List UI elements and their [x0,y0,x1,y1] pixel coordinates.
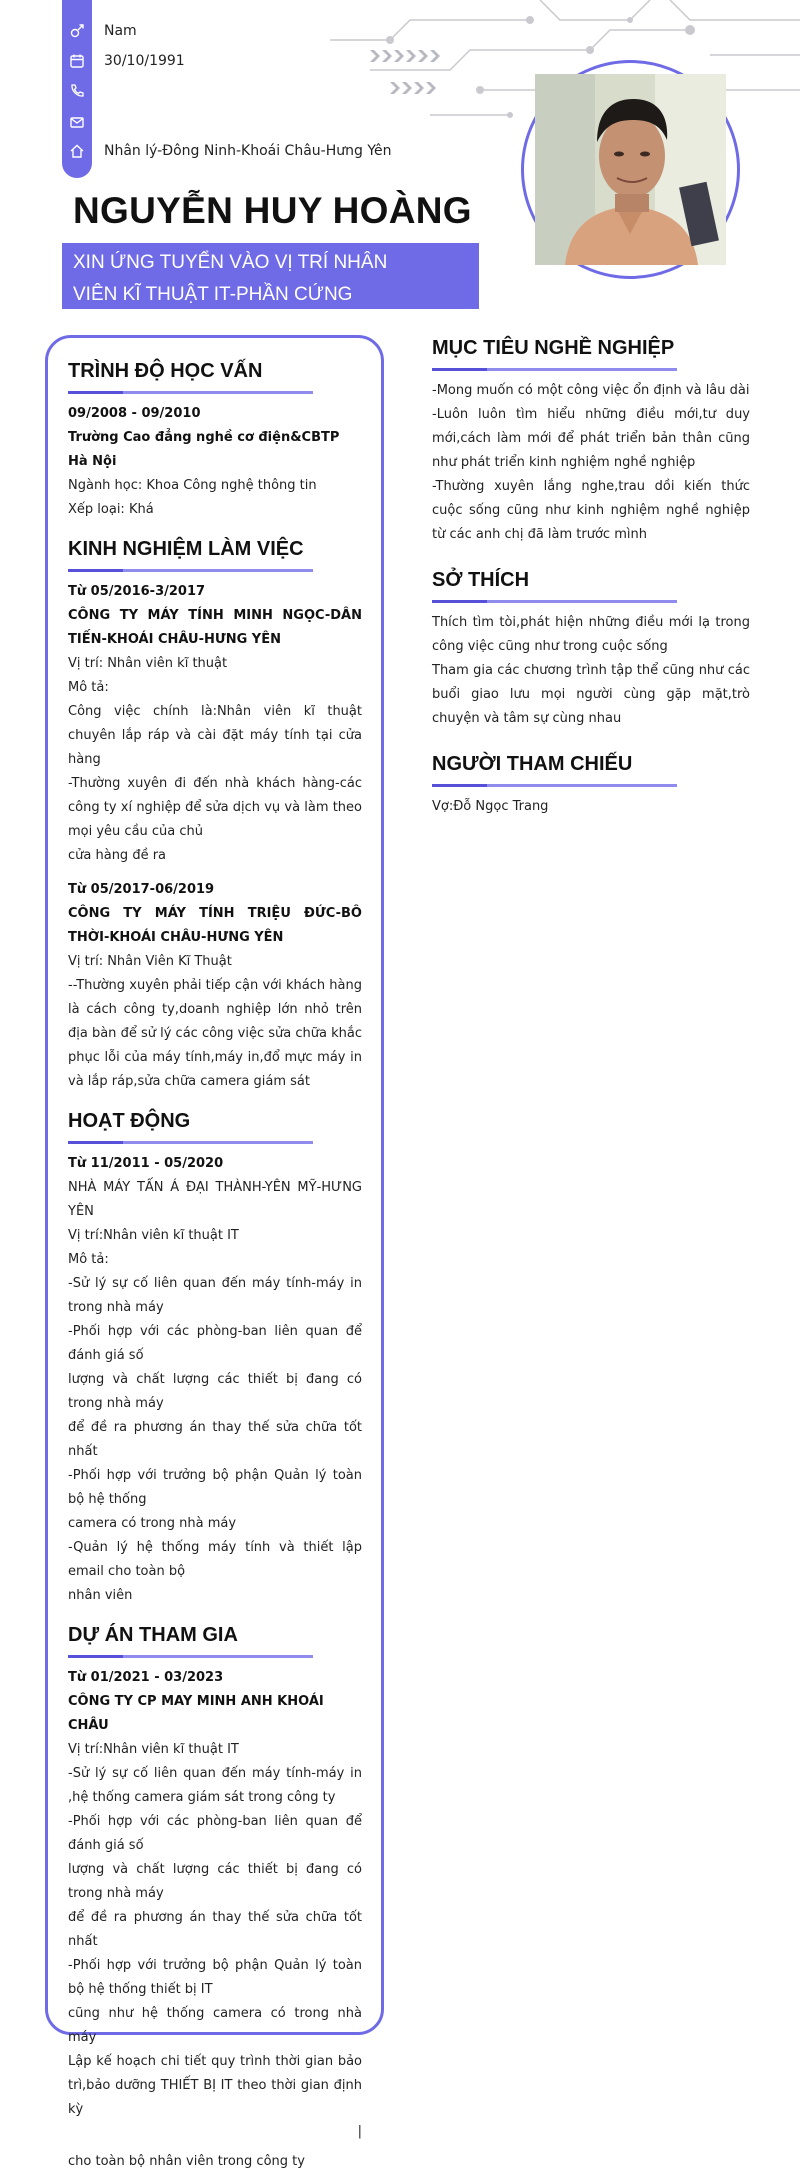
job-company: CÔNG TY MÁY TÍNH MINH NGỌC-DÂN TIẾN-KHOÁI CHÂU-HƯNG YÊN [68,608,362,647]
candidate-name: NGUYỄN HUY HOÀNG [73,190,472,231]
experience-title: KINH NGHIỆM LÀM VIỆC [68,538,304,560]
section-underline [68,569,313,572]
left-column [68,360,362,2182]
activities-title: HOẠT ĐỘNG [68,1110,191,1132]
objective-title: MỤC TIÊU NGHỀ NGHIỆP [432,337,675,359]
project-company: CÔNG TY CP MAY MINH ANH KHOÁI CHÂU [68,1694,324,1733]
right-column [432,337,750,827]
activity-org: NHÀ MÁY TẤN Á ĐẠI THÀNH-YÊN MỸ-HƯNG YÊN [68,1180,362,1219]
section-underline [432,784,677,787]
home-icon [69,143,85,159]
stray-mark: | [357,2124,362,2139]
activity-desc-line: -Sử lý sự cố liên quan đến máy tính-máy in trong nhà máy [68,1276,362,1315]
hobby-line: Tham gia các chương trình tập thể cũng như các buổi giao lưu mọi người cùng gặp mặt,trò chuyện và tâm sự cùng nhau [432,663,750,726]
activity-desc-line: -Phối hợp với các phòng-ban liên quan để đánh giá số [68,1324,362,1363]
birthdate-text: 30/10/1991 [104,53,185,69]
experience-section [68,538,362,1094]
section-underline [68,1655,313,1658]
mail-icon [69,114,85,130]
reference-section [432,753,750,819]
education-grade: Xếp loại: Khá [68,502,154,517]
job-company: CÔNG TY MÁY TÍNH TRIỆU ĐỨC-BÔ THỜI-KHOÁI CHÂU-HƯNG YÊN [68,906,362,945]
gender-text: Nam [104,23,137,39]
project-role: Vị trí:Nhân viên kĩ thuật IT [68,1742,239,1757]
section-underline [432,368,677,371]
projects-section [68,1624,362,2174]
education-period: 09/2008 - 09/2010 [68,406,201,421]
activity-desc-line: lượng và chất lượng các thiết bị đang có trong nhà máy [68,1372,362,1411]
hobbies-title: SỞ THÍCH [432,569,530,591]
hobby-line: Thích tìm tòi,phát hiện những điều mới lạ trong công việc cũng như trong cuộc sống [432,615,750,654]
projects-title: DỰ ÁN THAM GIA [68,1624,238,1646]
job-period: Từ 05/2017-06/2019 [68,882,215,897]
activity-desc-line: nhân viên [68,1588,133,1603]
job-desc-line: --Thường xuyên phải tiếp cận với khách hàng là cách công ty,doanh nghiệp lớn nhỏ trên địa bàn để sử lý các công việc sửa chữa khắc phục lỗi của máy tính,máy in,đổ mực máy in và lắp ráp,sửa chữa camera giám sát [68,978,362,1089]
reference-text: Vợ:Đỗ Ngọc Trang [432,799,549,814]
position-line-2: VIÊN KĨ THUẬT IT-PHẦN CỨNG [73,284,353,305]
activity-role: Vị trí:Nhân viên kĩ thuật IT [68,1228,239,1243]
project-desc-line: -Phối hợp với trưởng bộ phận Quản lý toàn bộ hệ thống thiết bị IT [68,1958,362,1997]
reference-title: NGƯỜI THAM CHIẾU [432,753,633,775]
education-school: Trường Cao đẳng nghề cơ điện&CBTP Hà Nội [68,430,340,469]
education-title: TRÌNH ĐỘ HỌC VẤN [68,360,263,382]
project-period: Từ 01/2021 - 03/2023 [68,1670,224,1685]
avatar [521,60,740,279]
job-desc-label: Mô tả: [68,680,109,695]
job-role: Vị trí: Nhân Viên Kĩ Thuật [68,954,232,969]
objective-line: -Thường xuyên lắng nghe,trau dồi kiến thức cuộc sống cũng như kinh nghiệm nghề nghiệp từ các anh chị đã làm trước mình [432,479,750,542]
gender-icon [69,23,85,39]
activities-section [68,1110,362,1608]
activity-period: Từ 11/2011 - 05/2020 [68,1156,224,1171]
project-desc-line: để đề ra phương án thay thế sửa chữa tốt nhất [68,1910,362,1949]
job-role: Vị trí: Nhân viên kĩ thuật [68,656,228,671]
activity-desc-line: -Quản lý hệ thống máy tính và thiết lập email cho toàn bộ [68,1540,362,1579]
project-desc-line: cũng như hệ thống camera có trong nhà máy [68,2006,362,2045]
hobbies-section [432,569,750,731]
project-desc-line: lượng và chất lượng các thiết bị đang có trong nhà máy [68,1862,362,1901]
section-underline [432,600,677,603]
job-item [68,580,362,868]
education-major: Ngành học: Khoa Công nghệ thông tin [68,478,317,493]
calendar-icon [69,53,85,69]
section-underline [68,1141,313,1144]
job-desc-line: -Thường xuyên đi đến nhà khách hàng-các công ty xí nghiệp để sửa dịch vụ và làm theo mọi yêu cầu của chủ [68,776,362,839]
objective-line: -Mong muốn có một công việc ổn định và lâu dài [432,383,750,398]
section-underline [68,391,313,394]
position-line-1: XIN ỨNG TUYỂN VÀO VỊ TRÍ NHÂN [73,252,388,273]
activity-desc-line: -Phối hợp với trưởng bộ phận Quản lý toàn bộ hệ thống [68,1468,362,1507]
project-desc-last: cho toàn bộ nhân viên trong công ty [68,2154,305,2169]
objective-line: -Luôn luôn tìm hiểu những điều mới,tư duy mới,cách làm mới để phát triển bản thân cũng như phát triển kinh nghiệm nghề nghiệp [432,407,750,470]
job-desc-line: cửa hàng đề ra [68,848,167,863]
objective-section [432,337,750,547]
job-period: Từ 05/2016-3/2017 [68,584,206,599]
activity-desc-line: để đề ra phương án thay thế sửa chữa tốt nhất [68,1420,362,1459]
contact-rail [62,0,92,178]
project-desc-line: Lập kế hoạch chi tiết quy trình thời gian bảo trì,bảo dưỡng THIẾT BỊ IT theo thời gian định kỳ [68,2054,362,2117]
job-desc-line: Công việc chính là:Nhân viên kĩ thuật chuyên lắp ráp và cài đặt máy tính tại cửa hàng [68,704,362,767]
address-text: Nhân lý-Đông Ninh-Khoái Châu-Hưng Yên [104,143,392,159]
job-item [68,878,362,1094]
project-desc-line: -Sử lý sự cố liên quan đến máy tính-máy in ,hệ thống camera giám sát trong công ty [68,1766,362,1805]
phone-icon [69,83,85,99]
activity-desc-line: camera có trong nhà máy [68,1516,237,1531]
activity-desc-label: Mô tả: [68,1252,109,1267]
project-desc-line: -Phối hợp với các phòng-ban liên quan để đánh giá số [68,1814,362,1853]
position-box [62,243,479,309]
education-section [68,360,362,522]
avatar-photo [535,74,726,265]
